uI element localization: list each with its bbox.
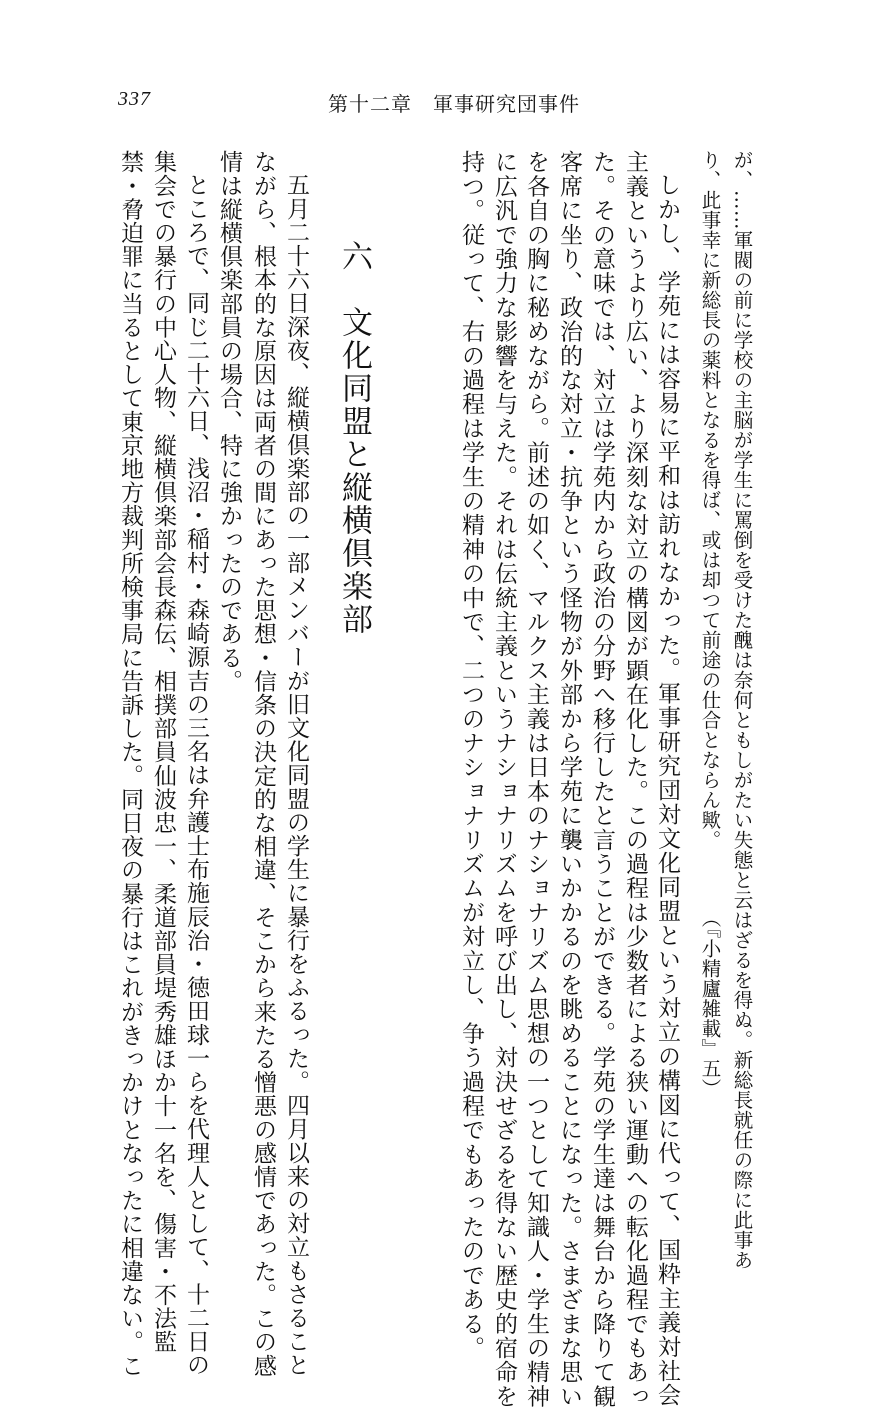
quote-source: （『小精廬雑載』五） xyxy=(698,908,722,1099)
body-line: 五月二十六日深夜、縦横倶楽部の一部メンバーが旧文化同盟の学生に暴行をふるった。四月以来の対立もさること xyxy=(283,173,309,1377)
body-line: た。その意味では、対立は学苑内から政治の分野へ移行したと言うことができる。学苑の学生達は舞台から降りて観 xyxy=(589,150,615,1408)
body-line: 客席に坐り、政治的な対立・抗争という怪物が外部から学苑に襲いかかるのを眺めることになった。さまざまな思い xyxy=(556,150,582,1408)
body-line: 持つ。従って、右の過程は学生の精神の中で、二つのナショナリズムが対立し、争う過程でもあったのである。 xyxy=(458,150,484,1360)
page-number: 337 xyxy=(118,88,151,110)
body-line: しかし、学苑には容易に平和は訪れなかった。軍事研究団対文化同盟という対立の構図に代って、国粋主義対社会 xyxy=(654,173,680,1408)
quote-line: り、此事幸に新総長の薬料となるを得ば、或は却つて前途の仕合とならん歟。 xyxy=(698,150,722,850)
running-head: 第十二章 軍事研究団事件 xyxy=(328,92,580,116)
body-line: 禁・脅迫罪に当るとして東京地方裁判所検事局に告訴した。同日夜の暴行はこれがきっかけとなったに相違ない。こ xyxy=(117,150,143,1378)
body-line: に広汎で強力な影響を与えた。それは伝統主義というナショナリズムを呼び出し、対決せざるを得ない歴史的宿命を xyxy=(491,150,517,1408)
body-line: 主義というより広い、より深刻な対立の構図が顕在化した。この過程は少数者による狭い運動への転化過程でもあっ xyxy=(622,150,648,1408)
body-line: 集会での暴行の中心人物、縦横倶楽部会長森伝、相撲部員仙波忠一、柔道部員堤秀雄ほか十一名を、傷害・不法監 xyxy=(150,150,176,1354)
body-line: を各自の胸に秘めながら。前述の如く、マルクス主義は日本のナショナリズム思想の一つとして知識人・学生の精神 xyxy=(523,150,549,1408)
section-heading: 六 文化同盟と縦横倶楽部 xyxy=(336,240,372,636)
body-line: ながら、根本的な原因は両者の間にあった思想・信条の決定的な相違、そこから来たる憎悪の感情であった。この感 xyxy=(250,150,276,1378)
body-line: ところで、同じ二十六日、浅沼・稲村・森崎源吉の三名は弁護士布施辰治・徳田球一らを代理人として、十二日の xyxy=(183,173,209,1377)
body-line: 情は縦横倶楽部員の場合、特に強かったのである。 xyxy=(216,150,242,693)
quote-line: が、……軍閥の前に学校の主脳が学生に罵倒を受けた醜は奈何ともしがたい失態と云はざるを得ぬ。新総長就任の際に此事あ xyxy=(730,150,754,1270)
